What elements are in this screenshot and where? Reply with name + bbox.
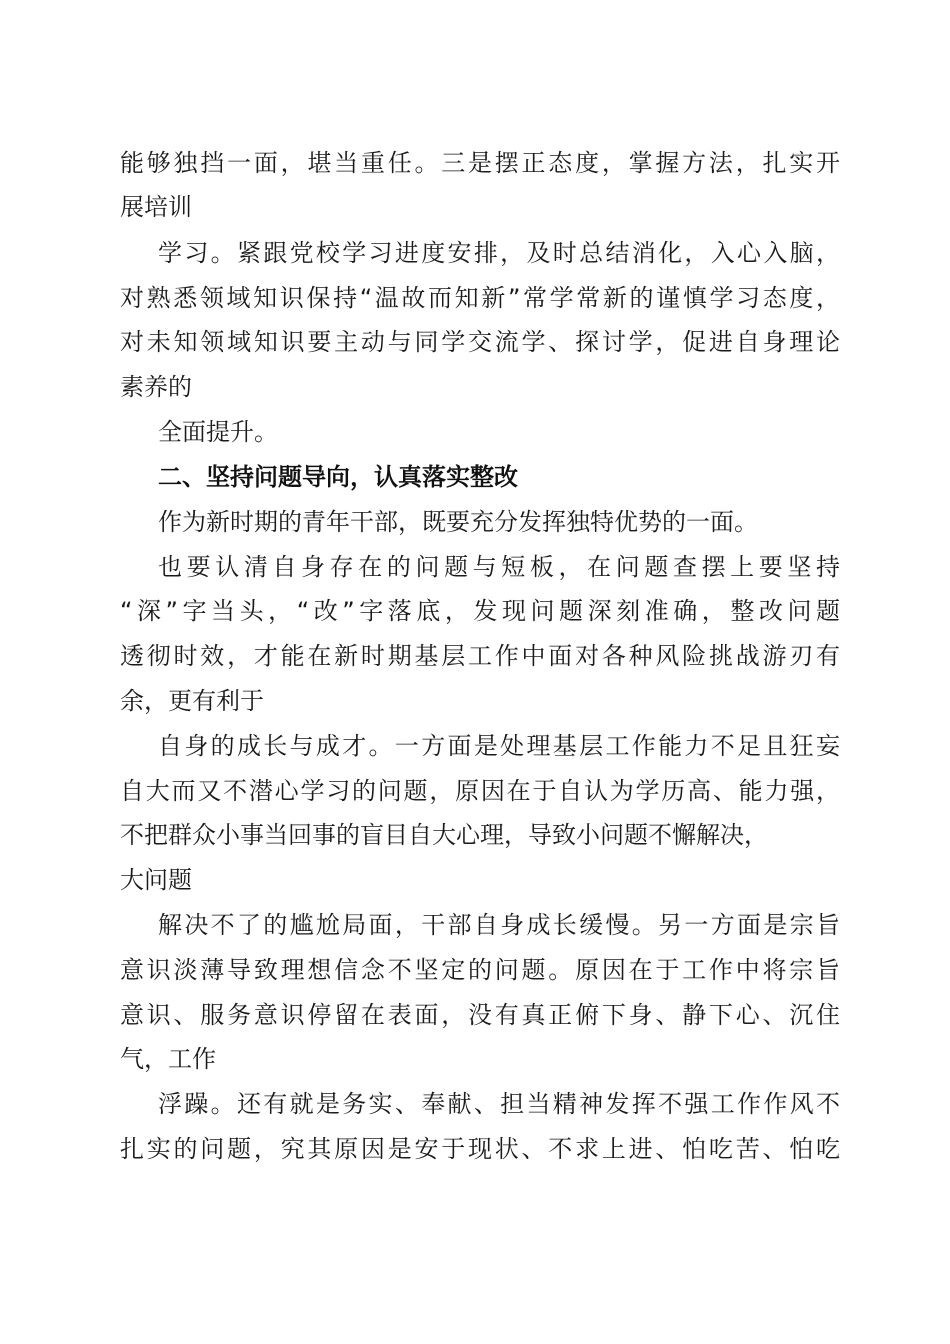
text-line: “深”字当头，“改”字落底，发现问题深刻准确，整改问题 [120, 597, 840, 625]
text-line: 素养的 [120, 373, 192, 401]
text-line: 意识、服务意识停留在表面，没有真正俯下身、静下心、沉住 [120, 1001, 840, 1029]
text-line: 能够独挡一面，堪当重任。三是摆正态度，掌握方法，扎实开 [120, 149, 840, 177]
text-line: 浮躁。还有就是务实、奉献、担当精神发挥不强工作作风不 [158, 1090, 840, 1118]
text-line: 气，工作 [120, 1045, 216, 1073]
text-line: 扎实的问题，究其原因是安于现状、不求上进、怕吃苦、怕吃 [120, 1135, 840, 1163]
text-line: 解决不了的尴尬局面，干部自身成长缓慢。另一方面是宗旨 [158, 911, 840, 939]
text-line: 对未知领域知识要主动与同学交流学、探讨学，促进自身理论 [120, 328, 840, 356]
text-line: 对熟悉领域知识保持“温故而知新”常学常新的谨慎学习态度， [120, 284, 840, 312]
text-line: 不把群众小事当回事的盲目自大心理，导致小问题不懈解决， [120, 821, 768, 849]
text-line: 展培训 [120, 193, 192, 221]
text-line: 自大而又不潜心学习的问题，原因在于自认为学历高、能力强， [120, 777, 840, 805]
text-line: 学习。紧跟党校学习进度安排，及时总结消化，入心入脑， [158, 239, 840, 267]
text-line: 也要认清自身存在的问题与短板，在问题查摆上要坚持 [158, 553, 840, 581]
text-line: 自身的成长与成才。一方面是处理基层工作能力不足且狂妄 [158, 732, 840, 760]
text-line: 作为新时期的青年干部，既要充分发挥独特优势的一面。 [158, 508, 758, 536]
text-line: 透彻时效，才能在新时期基层工作中面对各种风险挑战游刃有 [120, 642, 840, 670]
text-line: 意识淡薄导致理想信念不坚定的问题。原因在于工作中将宗旨 [120, 956, 840, 984]
text-line: 大问题 [120, 866, 192, 894]
text-line: 全面提升。 [158, 418, 278, 446]
text-line: 余，更有利于 [120, 687, 264, 715]
section-heading: 二、坚持问题导向，认真落实整改 [158, 463, 518, 491]
